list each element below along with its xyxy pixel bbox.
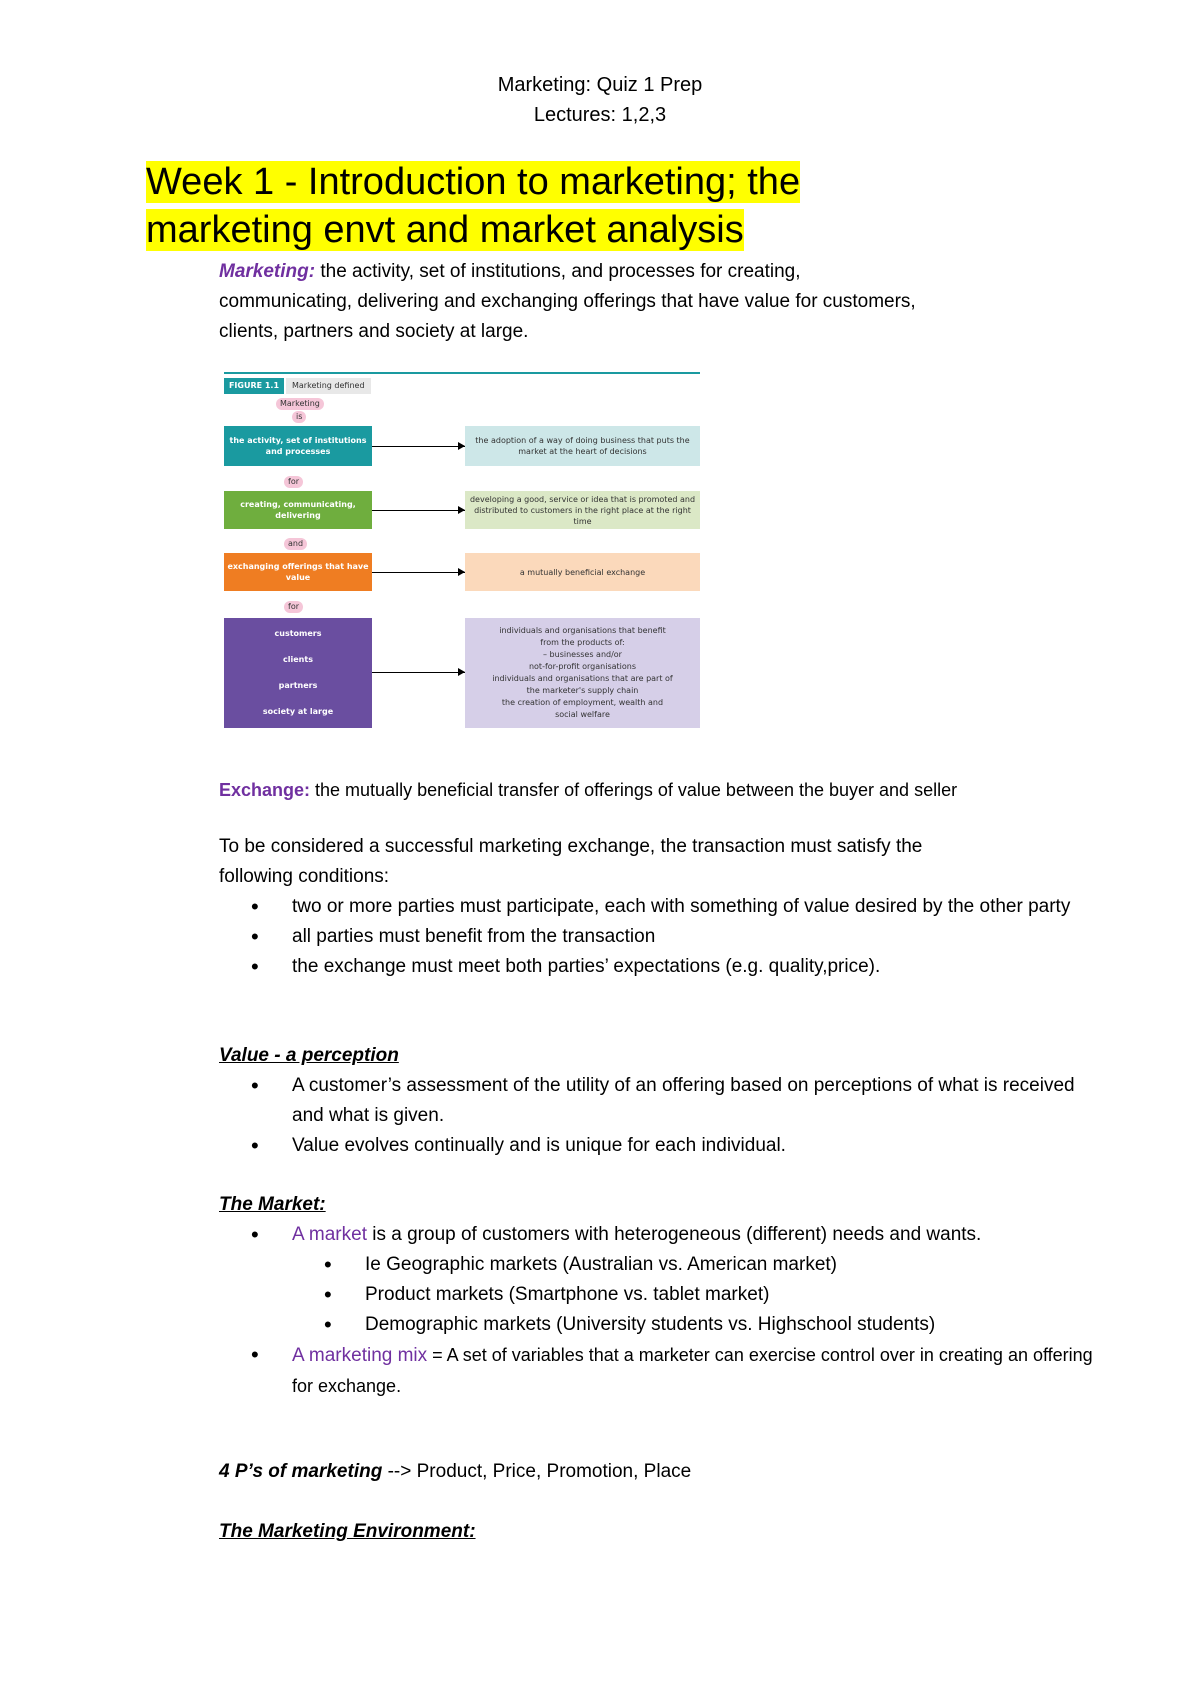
connector-is: is (292, 411, 306, 423)
market-section (219, 1190, 1099, 1402)
figure-benefit-line-3: – businesses and/or (543, 650, 622, 659)
figure-audience-4: society at large (262, 707, 334, 716)
figure-audience-2: clients (283, 655, 313, 664)
figure-benefit-line-1: individuals and organisations that benefit (499, 626, 666, 635)
success-intro-line1: To be considered a successful marketing exchange, the transaction must satisfy the (219, 836, 923, 857)
figure-right-text-3: a mutually beneficial exchange (519, 567, 646, 577)
four-ps-term: 4 P’s of marketing (219, 1461, 383, 1482)
market-sub-list (219, 1250, 1099, 1340)
figure-left-text-1: the activity, set of institutions and processes (229, 436, 367, 456)
market-item-1 (219, 1220, 1099, 1250)
market-heading: The Market: (219, 1194, 326, 1215)
marketing-mix-item (219, 1340, 1099, 1402)
success-item-2 (219, 922, 1099, 952)
market-sub-item-1 (219, 1250, 1099, 1280)
connector-for-2: for (284, 601, 303, 613)
market-term: A market (292, 1224, 367, 1245)
market-list (219, 1220, 1099, 1250)
figure-left-box-3 (224, 553, 372, 591)
marketing-definition (219, 257, 1099, 347)
marketing-def-line2: communicating, delivering and exchanging offerings that have value for customers, (219, 291, 916, 312)
week-heading (146, 158, 1146, 254)
value-item-2 (219, 1131, 1099, 1161)
figure-left-text-2: creating, communicating, delivering (240, 500, 356, 520)
figure-benefit-line-4: not-for-profit organisations (528, 662, 637, 671)
value-item-text-2: Value evolves continually and is unique for each individual. (292, 1135, 786, 1156)
figure-left-text-3: exchanging offerings that have value (227, 562, 369, 582)
exchange-definition (219, 775, 1119, 805)
figure-title: Marketing defined (286, 378, 371, 394)
market-sub-item-3 (219, 1310, 1099, 1340)
figure-right-box-2 (465, 491, 700, 529)
marketing-term: Marketing: (219, 261, 316, 282)
marketing-def-line3: clients, partners and society at large. (219, 321, 529, 342)
figure-right-box-1 (465, 426, 700, 466)
marketing-mix-term: A marketing mix (292, 1345, 428, 1366)
figure-arrow-1 (372, 446, 465, 447)
figure-right-box-4 (465, 618, 700, 728)
four-ps-line (219, 1457, 1099, 1487)
connector-and: and (284, 538, 307, 550)
success-item-text-1: two or more parties must participate, each with something of value desired by the other party (292, 896, 1071, 917)
document-subtitle: Lectures: 1,2,3 (533, 104, 667, 126)
value-section (219, 1041, 1099, 1161)
success-item-3 (219, 952, 1099, 982)
figure-left-box-1 (224, 426, 372, 466)
four-ps-text: --> Product, Price, Promotion, Place (382, 1461, 692, 1482)
environment-heading-text: The Marketing Environment: (219, 1521, 476, 1542)
market-sub-item-2 (219, 1280, 1099, 1310)
exchange-text: the mutually beneficial transfer of offerings of value between the buyer and seller (310, 780, 958, 800)
value-list (219, 1071, 1099, 1161)
figure-right-box-3 (465, 553, 700, 591)
figure-benefit-line-7: the creation of employment, wealth and (501, 698, 664, 707)
marketing-def-line1: the activity, set of institutions, and processes for creating, (315, 261, 801, 282)
environment-heading (219, 1517, 1099, 1547)
value-heading: Value - a perception (219, 1045, 399, 1066)
success-conditions (219, 832, 1099, 982)
figure-benefit-line-6: the marketer's supply chain (526, 686, 639, 695)
figure-benefit-line-8: social welfare (555, 710, 610, 719)
exchange-term: Exchange: (219, 780, 311, 800)
success-item-text-3: the exchange must meet both parties’ expectations (e.g. quality,price). (292, 956, 881, 977)
value-item-1 (219, 1071, 1099, 1131)
figure-audience-3: partners (278, 681, 318, 690)
figure-right-text-2: developing a good, service or idea that is promoted and distributed to customers in the right place at the right time (469, 494, 696, 526)
connector-for-1: for (284, 476, 303, 488)
document-title: Marketing: Quiz 1 Prep (497, 74, 703, 96)
connector-marketing: Marketing (276, 398, 324, 410)
marketing-defined-figure (224, 372, 700, 736)
marketing-mix-text: = A set of variables that a marketer can exercise control over in creating an offering for exchange. (292, 1345, 1093, 1396)
figure-audience-1: customers (274, 629, 322, 638)
week-heading-line1: Week 1 - Introduction to marketing; the (146, 161, 801, 203)
week-heading-line2: marketing envt and market analysis (146, 209, 744, 251)
marketing-mix-list (219, 1340, 1099, 1402)
market-sub-text-3: Demographic markets (University students vs. Highschool students) (365, 1314, 936, 1335)
figure-benefit-line-2: from the products of: (540, 638, 625, 647)
market-item-text: is a group of customers with heterogeneous (different) needs and wants. (366, 1224, 982, 1245)
success-item-1 (219, 892, 1099, 922)
value-item-text-1: A customer’s assessment of the utility of an offering based on perceptions of what is received and what is given. (292, 1075, 1075, 1126)
success-item-text-2: all parties must benefit from the transaction (292, 926, 656, 947)
figure-right-text-1: the adoption of a way of doing business that puts the market at the heart of decisions (475, 436, 690, 456)
figure-left-box-2 (224, 491, 372, 529)
market-sub-text-2: Product markets (Smartphone vs. tablet market) (365, 1284, 770, 1305)
figure-arrow-3 (372, 572, 465, 573)
success-intro-line2: following conditions: (219, 866, 390, 887)
figure-label: FIGURE 1.1 (224, 378, 284, 394)
figure-arrow-4 (372, 672, 465, 673)
figure-arrow-2 (372, 510, 465, 511)
figure-benefit-line-5: individuals and organisations that are part of (492, 674, 673, 683)
figure-rule (224, 372, 700, 374)
figure-left-box-4 (224, 618, 372, 728)
success-list (146, 892, 1099, 982)
market-sub-text-1: Ie Geographic markets (Australian vs. American market) (365, 1254, 838, 1275)
